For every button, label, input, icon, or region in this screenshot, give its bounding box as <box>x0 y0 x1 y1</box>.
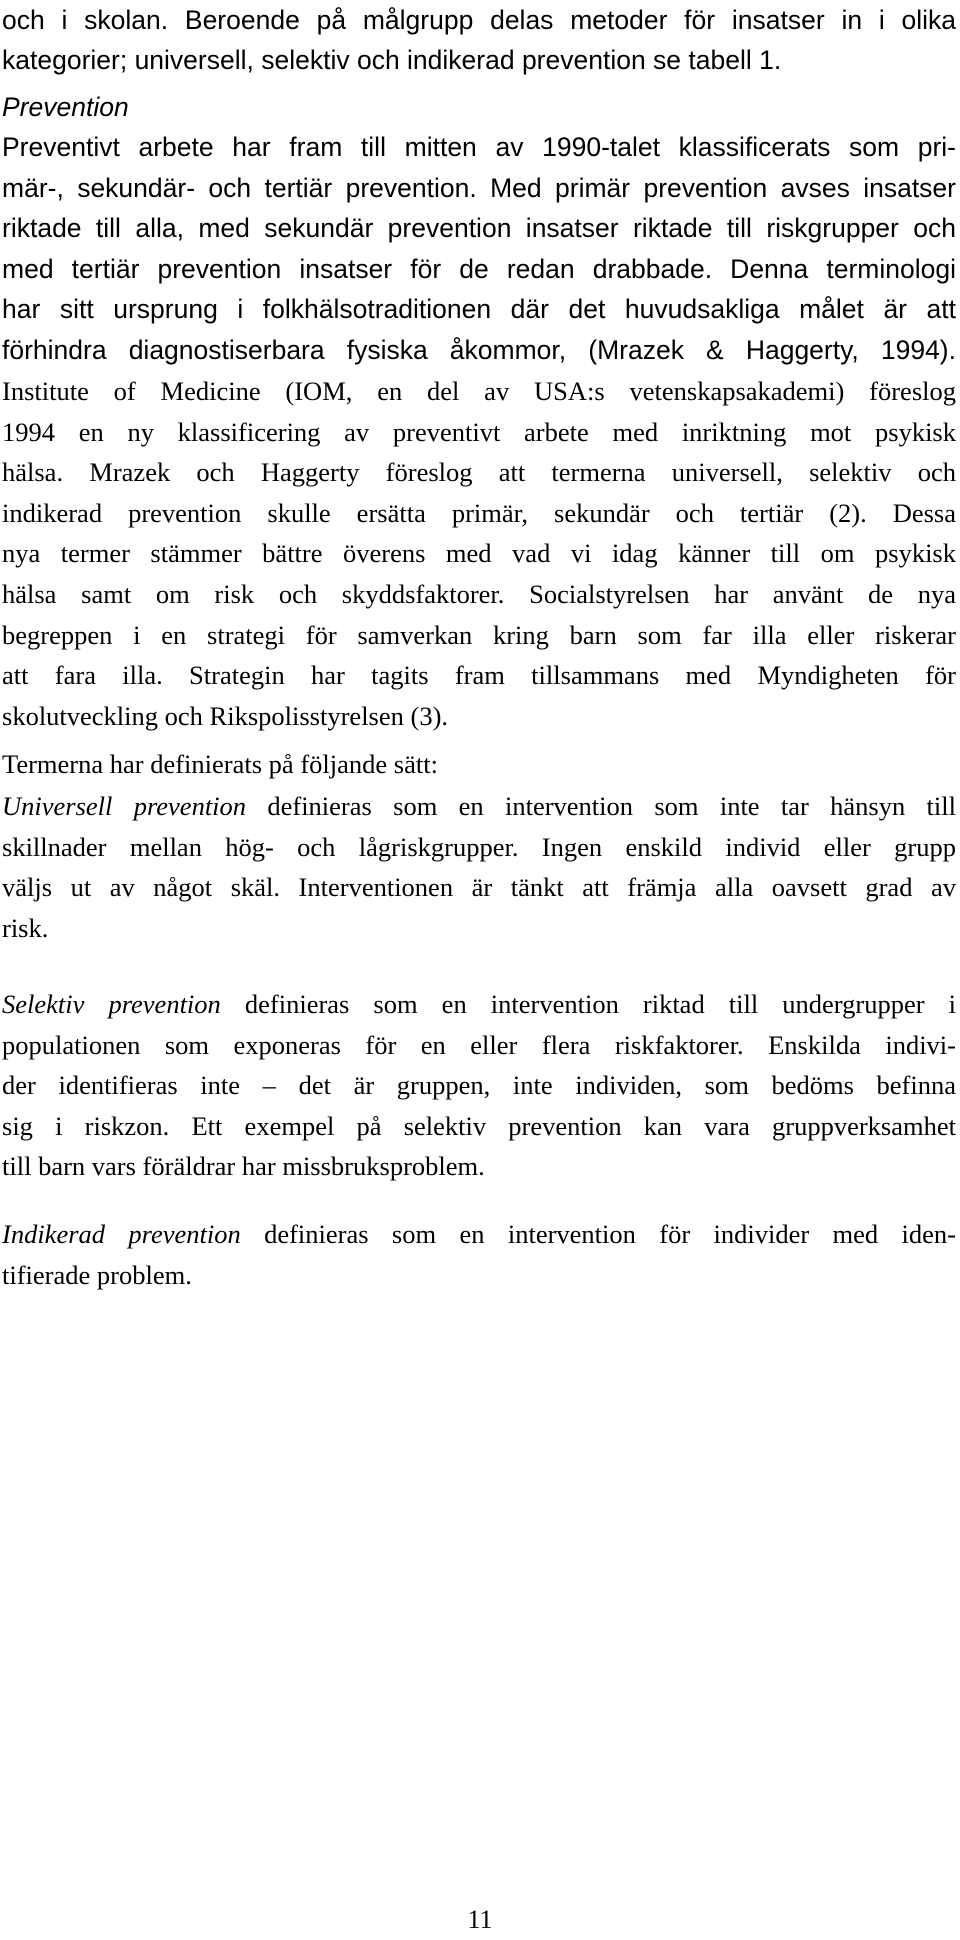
definitions-intro <box>2 744 956 785</box>
text-line: der identifieras inte – det är gruppen, inte individen, som bedöms befinna <box>2 1070 956 1101</box>
text-line: begreppen i en strategi för samverkan kring barn som far illa eller riskerar <box>2 619 956 650</box>
text-line: mär-, sekundär- och tertiär prevention. Med primär prevention avses insatser <box>2 172 956 203</box>
text-line: tifierade problem. <box>2 1259 192 1290</box>
text-line: indikerad prevention skulle ersätta primär, sekundär och tertiär (2). Dessa <box>2 497 956 528</box>
text-line: har sitt ursprung i folkhälsotraditionen där det huvudsakliga målet är att <box>2 294 956 325</box>
text-line: till barn vars föräldrar har missbruksproblem. <box>2 1151 485 1182</box>
text-line: Preventivt arbete har fram till mitten av 1990-talet klassificerats som pri- <box>2 132 956 162</box>
section-heading: Prevention <box>2 92 129 122</box>
indicated-definition <box>2 1214 956 1295</box>
text-line: nya termer stämmer bättre överens med vad vi idag känner till om psykisk <box>2 538 956 569</box>
text-line: kategorier; universell, selektiv och indikerad prevention se tabell 1. <box>2 45 782 75</box>
text-line: skolutveckling och Rikspolisstyrelsen (3). <box>2 700 449 731</box>
intro-paragraph <box>2 0 956 80</box>
text-line: Termerna har definierats på följande sätt: <box>2 749 438 779</box>
text-line: populationen som exponeras för en eller flera riskfaktorer. Enskilda indivi- <box>2 1029 956 1060</box>
text-line: att fara illa. Strategin har tagits fram tillsammans med Myndigheten för <box>2 660 956 691</box>
text-line: med tertiär prevention insatser för de redan drabbade. Denna terminologi <box>2 253 956 284</box>
term-indicated: Indikerad prevention <box>2 1219 241 1249</box>
definition-text: definieras som en intervention för individer med iden- <box>240 1219 956 1249</box>
term-selective: Selektiv prevention <box>2 989 221 1019</box>
term-universal: Universell prevention <box>2 791 247 821</box>
selective-definition <box>2 984 956 1187</box>
universal-definition <box>2 786 956 948</box>
text-line: hälsa samt om risk och skyddsfaktorer. Socialstyrelsen har använt de nya <box>2 578 956 609</box>
page-number: 11 <box>467 1905 493 1934</box>
text-line: Institute of Medicine (IOM, en del av USA:s vetenskapsakademi) föreslog <box>2 376 956 406</box>
definition-text: definieras som en intervention som inte tar hänsyn till <box>246 791 956 821</box>
text-line: 1994 en ny klassificering av preventivt arbete med inriktning mot psykisk <box>2 416 956 447</box>
text-line: väljs ut av något skäl. Interventionen är tänkt att främja alla oavsett grad av <box>2 872 956 903</box>
text-line: sig i riskzon. Ett exempel på selektiv prevention kan vara gruppverksamhet <box>2 1110 956 1141</box>
text-line: risk. <box>2 912 49 943</box>
text-line: hälsa. Mrazek och Haggerty föreslog att termerna universell, selektiv och <box>2 457 956 488</box>
text-line: riktade till alla, med sekundär prevention insatser riktade till riskgrupper och <box>2 213 956 244</box>
prevention-paragraph-part1 <box>2 127 956 371</box>
text-line: förhindra diagnostiserbara fysiska åkommor, (Mrazek & Haggerty, 1994). <box>2 334 956 365</box>
text-line: och i skolan. Beroende på målgrupp delas metoder för insatser in i olika <box>2 5 956 35</box>
prevention-paragraph-part2 <box>2 371 956 736</box>
text-line: skillnader mellan hög- och lågriskgrupper. Ingen enskild individ eller grupp <box>2 831 956 862</box>
text-line <box>2 984 956 1025</box>
text-line <box>2 1214 956 1255</box>
definition-text: definieras som en intervention riktad till undergrupper i <box>220 989 956 1019</box>
text-line <box>2 786 956 827</box>
